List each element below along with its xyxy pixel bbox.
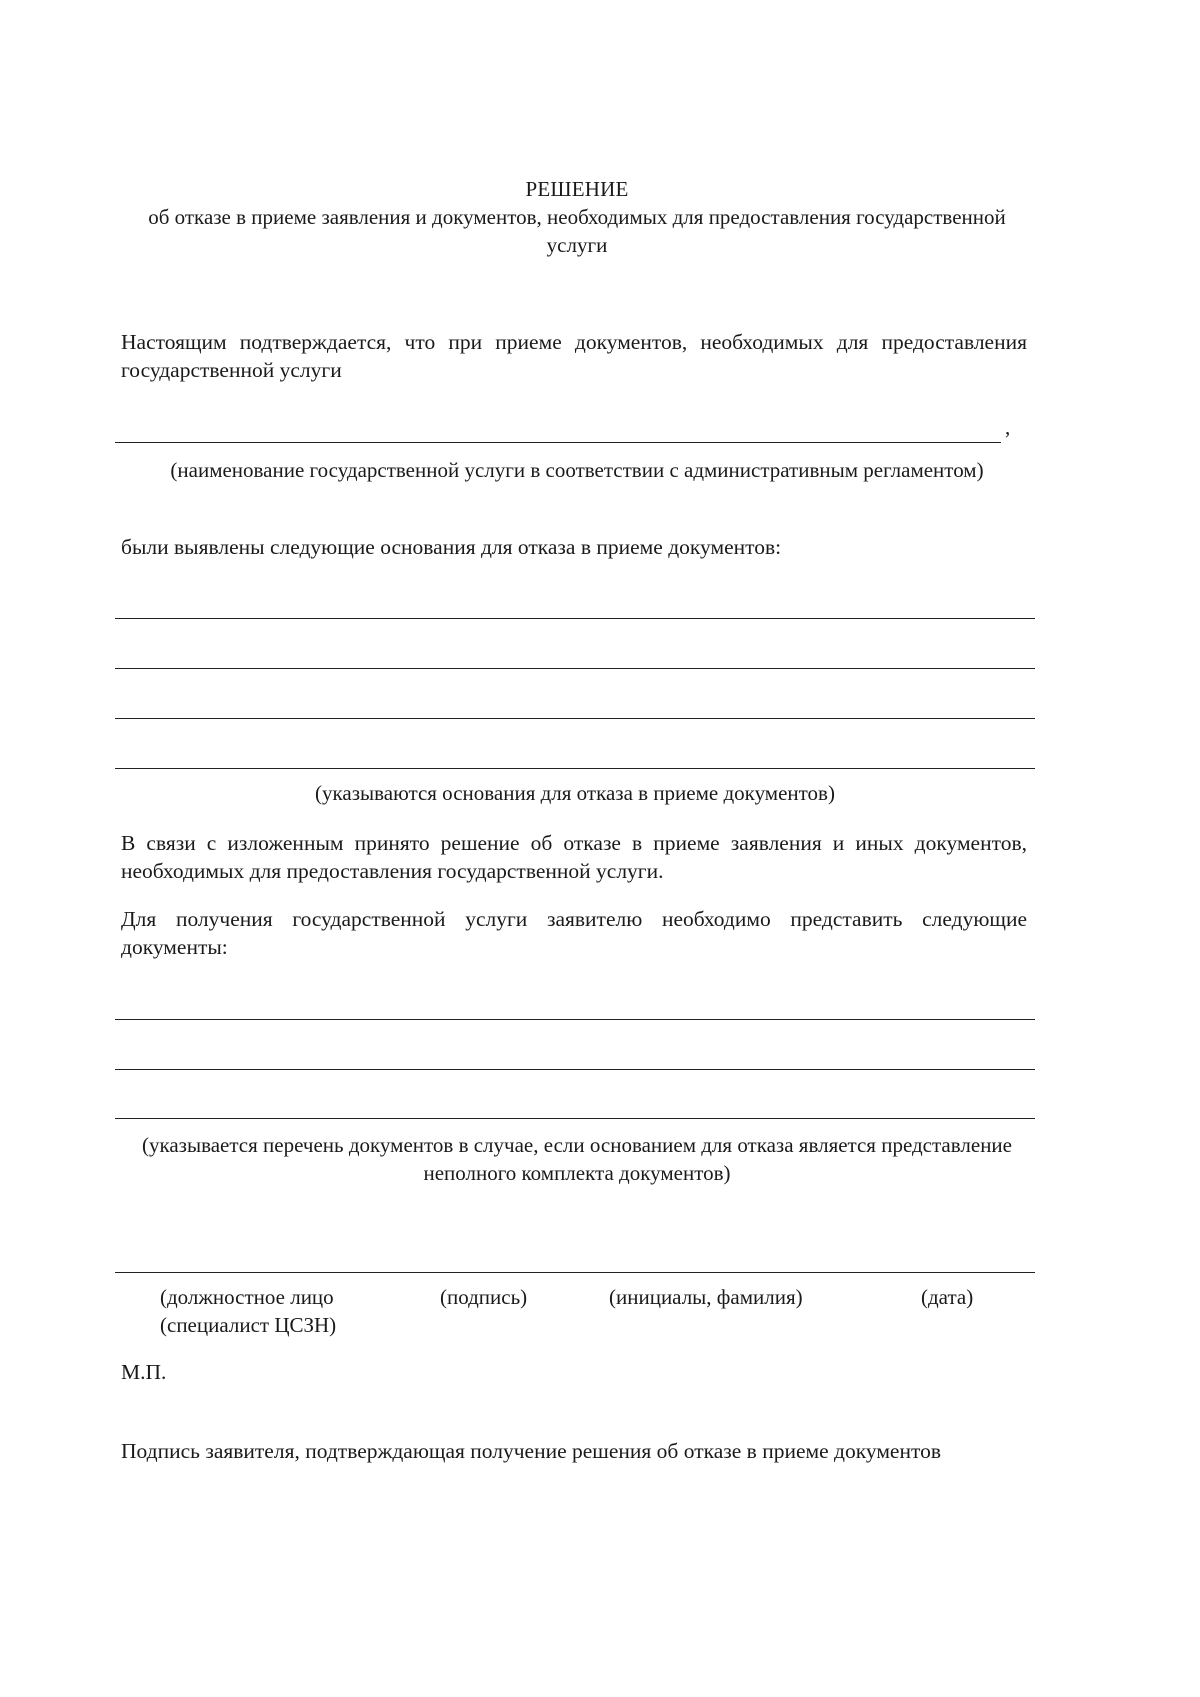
required-documents-intro: Для получения государственной услуги заявителю необходимо представить следующие документы: <box>121 907 1027 959</box>
official-label-line1: (должностное лицо <box>160 1285 334 1309</box>
official-label-line2: (специалист ЦСЗН) <box>160 1313 337 1337</box>
grounds-hint: (указываются основания для отказа в приеме документов) <box>315 781 835 805</box>
required-documents-field-3[interactable] <box>115 1118 1035 1119</box>
grounds-field-3[interactable] <box>115 718 1035 719</box>
applicant-signature-text: Подпись заявителя, подтверждающая получение решения об отказе в приеме документов <box>121 1439 941 1463</box>
date-label: (дата) <box>921 1285 974 1309</box>
service-name-comma: , <box>1005 415 1011 439</box>
service-name-hint: (наименование государственной услуги в соответствии с административным регламентом) <box>170 458 984 482</box>
document-title: РЕШЕНИЕ <box>525 177 629 201</box>
grounds-field-2[interactable] <box>115 668 1035 669</box>
stamp-label: М.П. <box>121 1360 167 1384</box>
signature-label: (подпись) <box>440 1285 528 1309</box>
grounds-field-1[interactable] <box>115 618 1035 619</box>
signature-field[interactable] <box>115 1272 1035 1273</box>
intro-paragraph: Настоящим подтверждается, что при приеме документов, необходимых для предоставления государственной услуги <box>121 330 1027 382</box>
required-documents-hint: (указывается перечень документов в случае, если основанием для отказа является представление неполного комплекта документов) <box>141 1133 1012 1185</box>
decision-paragraph: В связи с изложенным принято решение об отказе в приеме заявления и иных документов, необходимых для предоставления государственной услуги. <box>121 831 1027 883</box>
required-documents-field-2[interactable] <box>115 1069 1035 1070</box>
initials-label: (инициалы, фамилия) <box>609 1285 803 1309</box>
document-subtitle: об отказе в приеме заявления и документов, необходимых для предоставления государственной услуги <box>148 205 1006 257</box>
required-documents-field-1[interactable] <box>115 1019 1035 1020</box>
grounds-field-4[interactable] <box>115 768 1035 769</box>
grounds-intro: были выявлены следующие основания для отказа в приеме документов: <box>121 535 782 559</box>
service-name-field[interactable] <box>115 442 1001 443</box>
